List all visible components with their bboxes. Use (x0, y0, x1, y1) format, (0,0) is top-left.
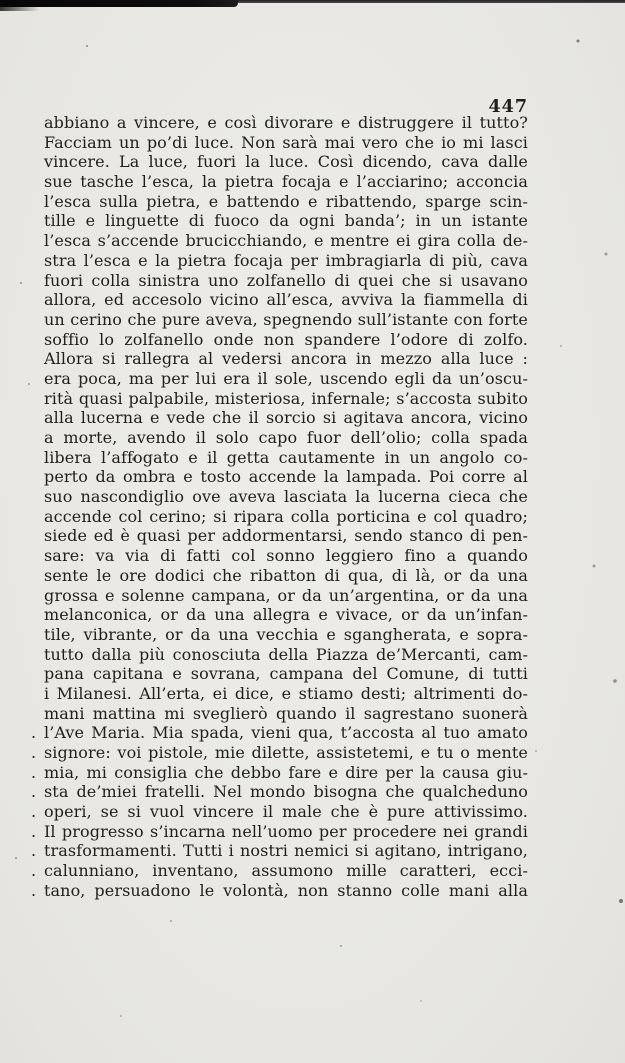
scan-artifact-top-band-thick (0, 0, 238, 7)
text-line-content: accende col cerino; si ripara colla porticina e col quadro; (44, 506, 528, 526)
margin-dot-artifact: . (31, 802, 37, 822)
text-line (31, 821, 528, 842)
text-line (44, 645, 528, 665)
text-line (44, 704, 528, 724)
margin-dot-artifact: . (31, 821, 37, 841)
text-line-content: fuori colla sinistra uno zolfanello di quei che si usavano (44, 270, 528, 290)
text-line (44, 192, 528, 212)
text-line-content: perto da ombra e tosto accende la lampada. Poi corre al (44, 467, 528, 487)
text-line-content: un cerino che pure aveva, spegnendo sull’istante con forte (44, 309, 528, 329)
text-line-content: mani mattina mi sveglierò quando il sagrestano suonerà (44, 703, 528, 723)
text-line-content: sente le ore dodici che ribatton di qua, di là, or da una (44, 565, 528, 585)
text-line-content: Il progresso s’incarna nell’uomo per procedere nei grandi (44, 821, 528, 841)
page-text-block (31, 113, 528, 901)
text-line (44, 467, 528, 487)
text-line-content: libera l’affogato e il getta cautamente in un angolo co- (44, 447, 528, 467)
text-line (44, 546, 528, 566)
text-line-content: signore: voi pistole, mie dilette, assistetemi, e tu o mente (44, 743, 528, 762)
text-line (44, 310, 528, 330)
text-line (44, 625, 528, 645)
text-line (31, 802, 528, 822)
margin-dot-artifact: . (31, 861, 37, 881)
text-line-content: calunniano, inventano, assumono mille caratteri, ecci- (44, 861, 528, 881)
margin-dot-artifact: . (31, 841, 37, 861)
text-line (44, 290, 528, 310)
text-line-content: a morte, avendo il solo capo fuor dell’olio; colla spada (44, 428, 528, 447)
text-line-content: abbiano a vincere, e così divorare e distruggere il tutto? (44, 113, 528, 132)
text-line (44, 428, 528, 448)
text-line-content: l’Ave Maria. Mia spada, vieni qua, t’accosta al tuo amato (44, 723, 528, 743)
text-line-content: sta de’miei fratelli. Nel mondo bisogna che qualcheduno (44, 782, 528, 802)
text-line-content: siede ed è quasi per addormentarsi, sendo stanco di pen- (44, 526, 528, 546)
text-line (44, 664, 528, 684)
text-line (31, 861, 528, 881)
text-line-content: sare: va via di fatti col sonno leggiero fino a quando (44, 546, 528, 566)
text-line (44, 586, 528, 606)
text-line (44, 507, 528, 527)
text-line (44, 487, 528, 507)
text-line (44, 448, 528, 468)
text-line (44, 271, 528, 291)
text-line (44, 349, 528, 369)
text-line (44, 408, 528, 428)
margin-dot-artifact: . (31, 880, 37, 900)
text-line (44, 113, 528, 133)
text-line-content: pana capitana e sovrana, campana del Comune, di tutti (44, 664, 528, 684)
text-line-content: tille e linguette di fuoco da ogni banda’; in un istante (44, 211, 528, 231)
text-line-content: i Milanesi. All’erta, ei dice, e stiamo desti; altrimenti do- (44, 683, 528, 703)
text-line-content: soffio lo zolfanello onde non spandere l’odore di zolfo. (44, 329, 528, 349)
text-line-content: trasformamenti. Tutti i nostri nemici si agitano, intrigano, (44, 841, 528, 861)
text-line-content: rità quasi palpabile, misteriosa, infernale; s’accosta subito (44, 388, 528, 408)
text-line (31, 880, 528, 901)
text-line (44, 330, 528, 350)
text-line-content: sue tasche l’esca, la pietra focaja e l’acciarino; acconcia (44, 172, 528, 192)
text-line-content: tile, vibrante, or da una vecchia e sgangherata, e sopra- (44, 624, 528, 644)
text-line (44, 684, 528, 704)
text-line-content: vincere. La luce, fuori la luce. Così dicendo, cava dalle (44, 152, 528, 172)
margin-dot-artifact: . (31, 782, 37, 802)
margin-dot-artifact: . (31, 723, 37, 743)
text-line-content: stra l’esca e la pietra focaja per imbragiarla di più, cava (44, 250, 528, 270)
text-line (44, 133, 528, 153)
text-line-content: l’esca sulla pietra, e battendo e ribattendo, sparge scin- (44, 191, 528, 211)
text-line-content: l’esca s’accende brucicchiando, e mentre ei gira colla de- (44, 231, 528, 251)
text-line (44, 566, 528, 586)
text-line-content: melanconica, or da una allegra e vivace, or da un’infan- (44, 605, 528, 625)
text-line-content: mia, mi consiglia che debbo fare e dire per la causa giu- (44, 762, 528, 782)
text-line (31, 841, 528, 861)
text-line (31, 782, 528, 802)
text-line-content: alla lucerna e vede che il sorcio si agitava ancora, vicino (44, 408, 528, 428)
text-line (44, 231, 528, 251)
text-line (44, 211, 528, 231)
text-line (44, 152, 528, 172)
page-number: 447 (488, 97, 528, 117)
text-line (44, 605, 528, 625)
text-line (31, 762, 528, 783)
text-line-content: grossa e solenne campana, or da un’argentina, or da una (44, 585, 528, 605)
text-line (44, 251, 528, 271)
text-line-content: Facciam un po’di luce. Non sarà mai vero che io mi lasci (44, 132, 528, 152)
text-line (44, 389, 528, 409)
text-line-content: era poca, ma per lui era il sole, uscendo egli da un’oscu- (44, 368, 528, 388)
text-line-content: tutto dalla più conosciuta della Piazza de’Mercanti, cam- (44, 644, 528, 664)
text-line-content: tano, persuadono le volontà, non stanno colle mani alla (44, 880, 528, 900)
text-line-content: Allora si rallegra al vedersi ancora in mezzo alla luce : (44, 349, 528, 369)
text-line (31, 723, 528, 743)
margin-dot-artifact: . (31, 743, 37, 762)
text-line-content: operi, se si vuol vincere il male che è pure attivissimo. (44, 802, 528, 822)
text-line (44, 369, 528, 389)
text-line-content: suo nascondiglio ove aveva lasciata la lucerna cieca che (44, 487, 528, 507)
text-line-content: allora, ed accesolo vicino all’esca, avviva la fiammella di (44, 290, 528, 310)
margin-dot-artifact: . (31, 762, 37, 782)
scan-artifact-top-band-thin (238, 0, 625, 3)
text-line (44, 172, 528, 192)
text-line (31, 743, 528, 763)
text-line (44, 526, 528, 546)
